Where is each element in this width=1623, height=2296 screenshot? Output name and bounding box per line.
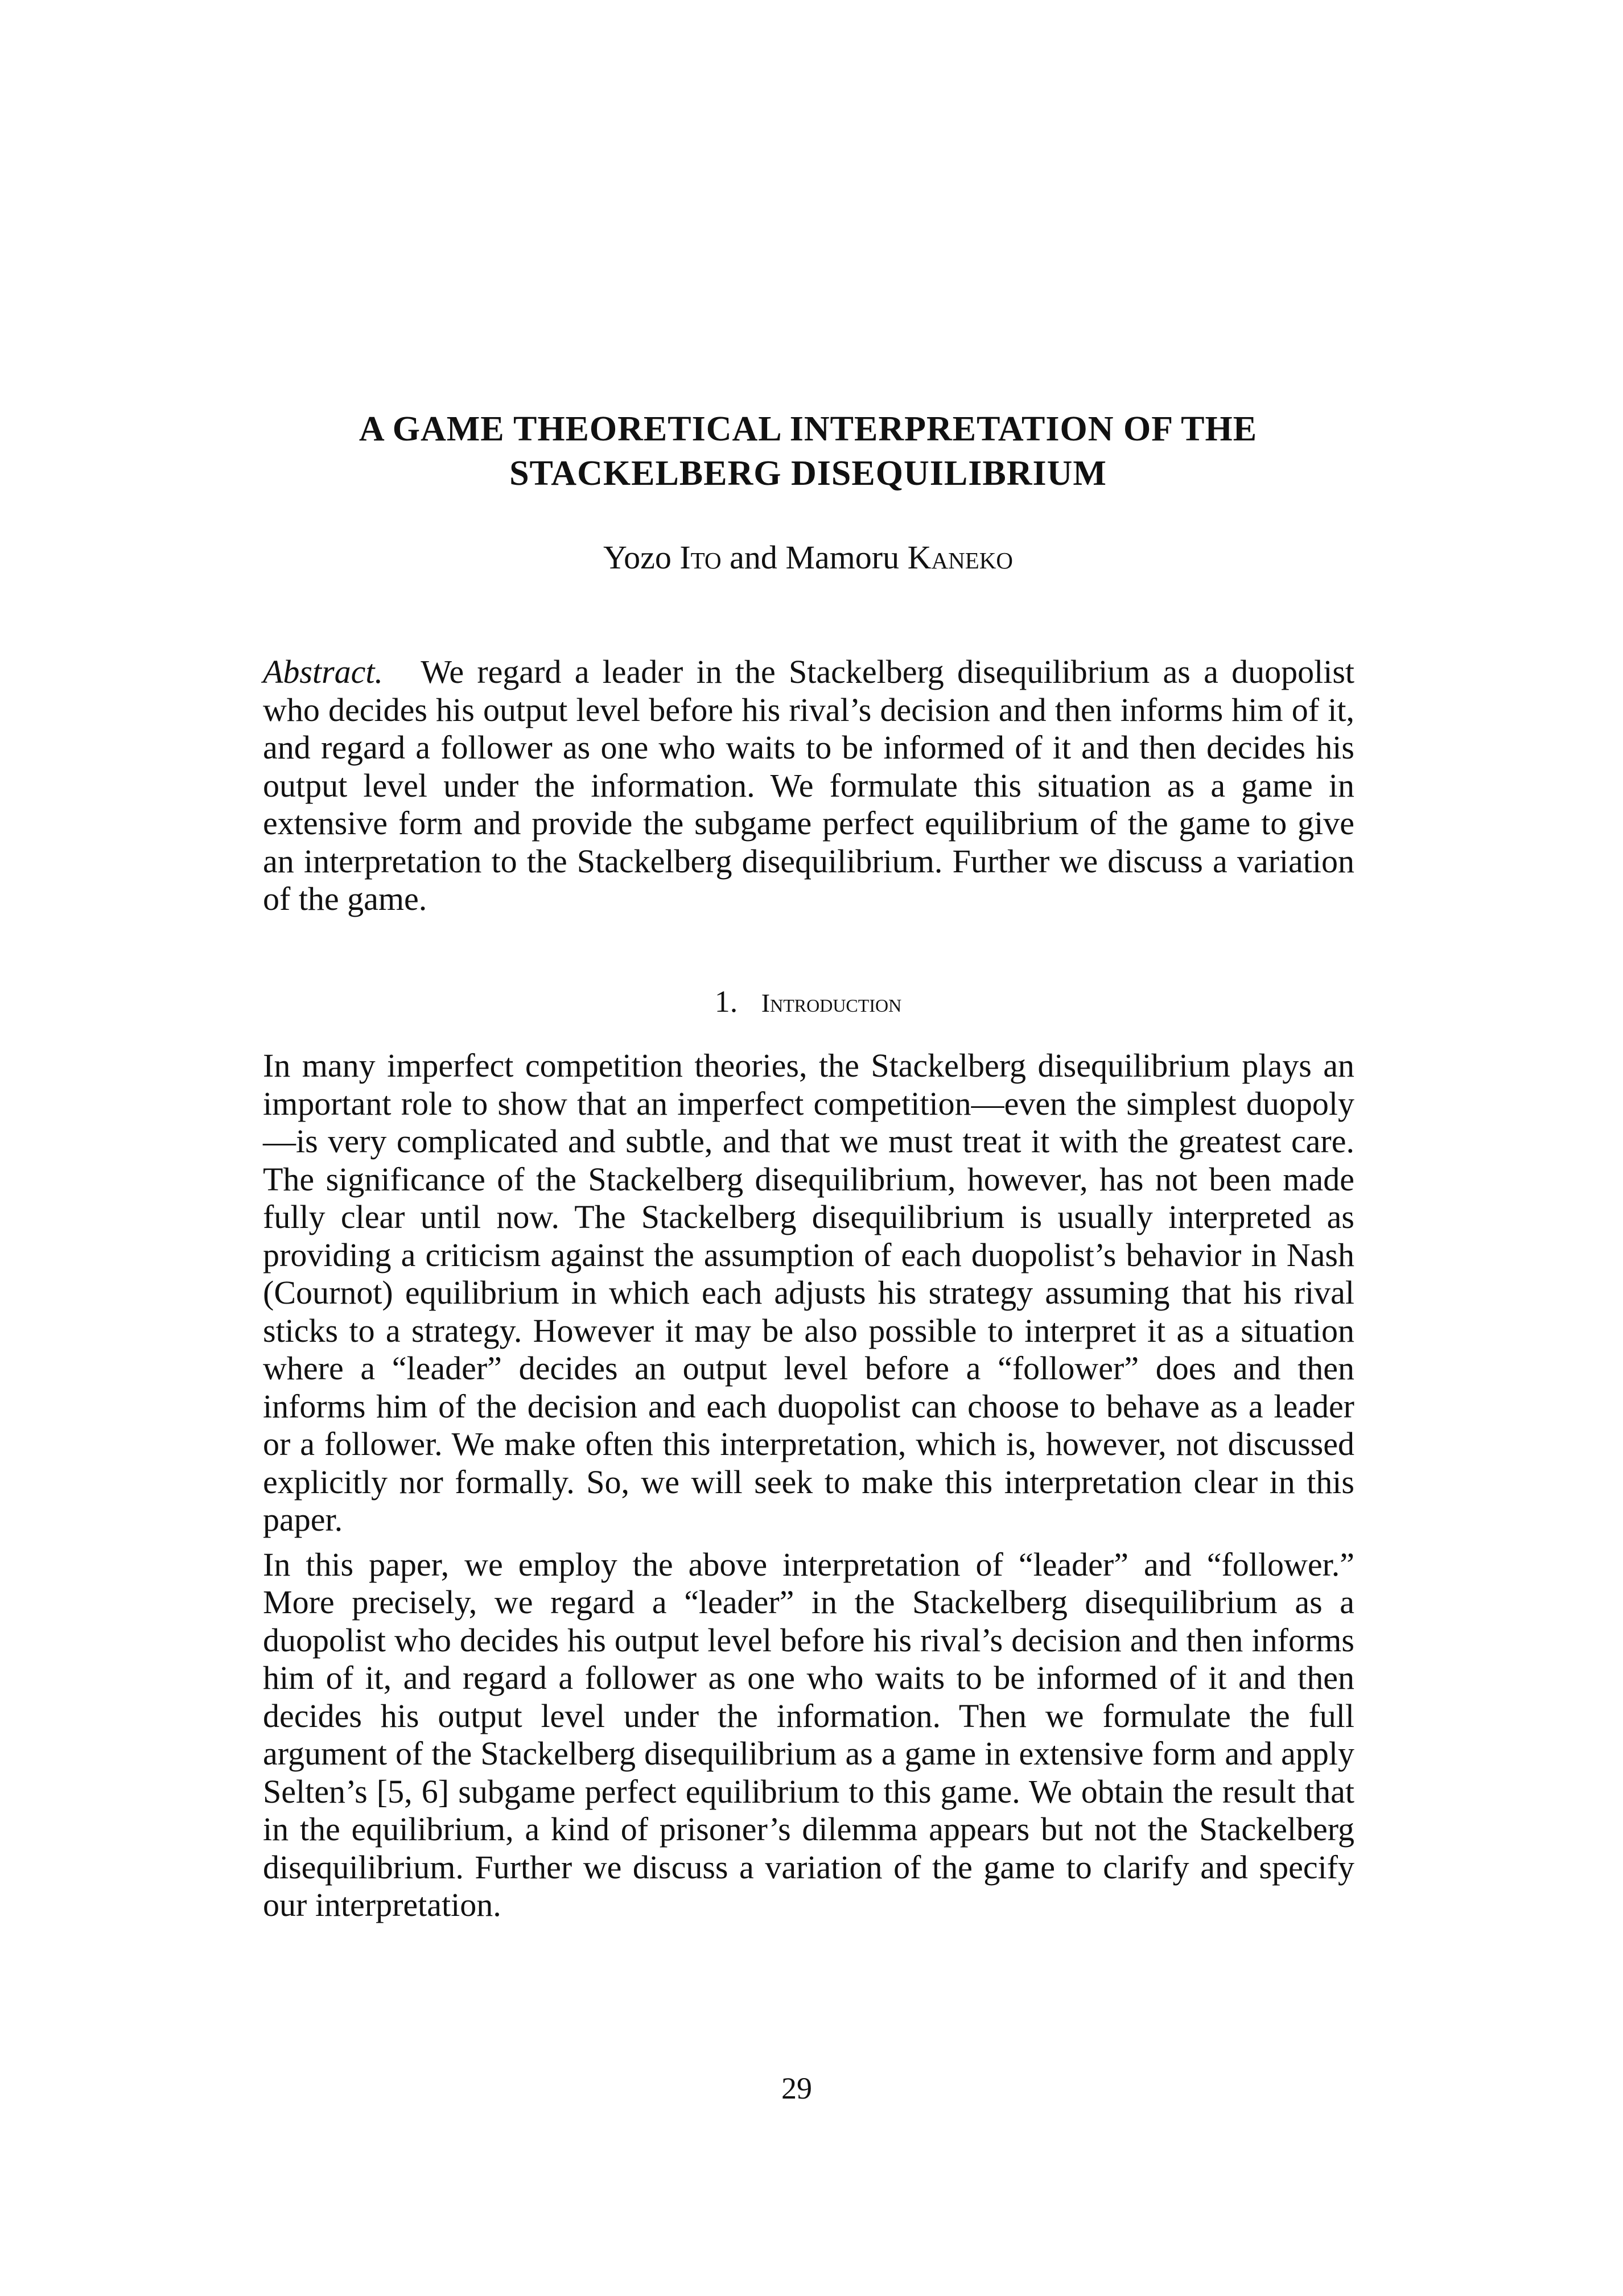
- author-2-given-name: Mamoru: [785, 539, 900, 576]
- author-line: [262, 538, 1354, 578]
- title-line-2: STACKELBERG DISEQUILIBRIUM: [509, 454, 1107, 493]
- abstract-label: Abstract.: [263, 653, 384, 690]
- introduction-body: [263, 1047, 1354, 1924]
- page-number: 29: [781, 2071, 812, 2105]
- section-heading-introduction: [262, 984, 1354, 1020]
- section-number: 1.: [714, 984, 738, 1019]
- paper-title: [262, 407, 1354, 496]
- abstract: [263, 653, 1354, 918]
- paragraph: In many imperfect competition theories, the Stackelberg disequilibrium plays an important role to show that an imperfect competition—even the simplest duopoly—is very complicated and subtle, and that we must treat it with the greatest care. The significance of the Stackelberg disequilibrium, however, has not been made fully clear until now. The Stackelberg disequilibrium is usually interpreted as providing a criticism against the assumption of each duopolist’s behavior in Nash (Cournot) equilibrium in which each adjusts his strategy assuming that his rival sticks to a strategy. However it may be also possible to interpret it as a situation where a “leader” decides an output level before a “follower” does and then informs him of the decision and each duopolist can choose to behave as a leader or a follower. We make often this interpretation, which is, however, not discussed explicitly nor formally. So, we will seek to make this interpretation clear in this paper.: [263, 1047, 1354, 1538]
- title-line-1: A GAME THEORETICAL INTERPRETATION OF THE: [359, 410, 1258, 448]
- abstract-text: We regard a leader in the Stackelberg disequilibrium as a duopolist who decides his output level before his rival’s decision and then informs him of it, and regard a follower as one who waits to be informed of it and then decides his output level under the information. We formulate this situation as a game in extensive form and provide the subgame perfect equilibrium of the game to give an interpretation to the Stackelberg disequilibrium. Further we discuss a variation of the game.: [263, 653, 1355, 917]
- author-1-given-name: Yozo: [603, 539, 672, 576]
- author-conjunction: and: [730, 539, 777, 576]
- paragraph: In this paper, we employ the above interpretation of “leader” and “follower.” More precisely, we regard a “leader” in the Stackelberg disequilibrium as a duopolist who decides his output level before his rival’s decision and then informs him of it, and regard a follower as one who waits to be informed of it and then decides his output level under the information. Then we formulate the full argument of the Stackelberg disequilibrium as a game in extensive form and apply Selten’s [5, 6] subgame perfect equilibrium to this game. We obtain the result that in the equilibrium, a kind of prisoner’s dilemma appears but not the Stackelberg disequilibrium. Further we discuss a variation of the game to clarify and specify our interpretation.: [263, 1545, 1354, 1923]
- author-1-family-name: Ito: [679, 539, 722, 576]
- section-title: Introduction: [761, 988, 902, 1017]
- author-2-family-name: Kaneko: [907, 539, 1013, 576]
